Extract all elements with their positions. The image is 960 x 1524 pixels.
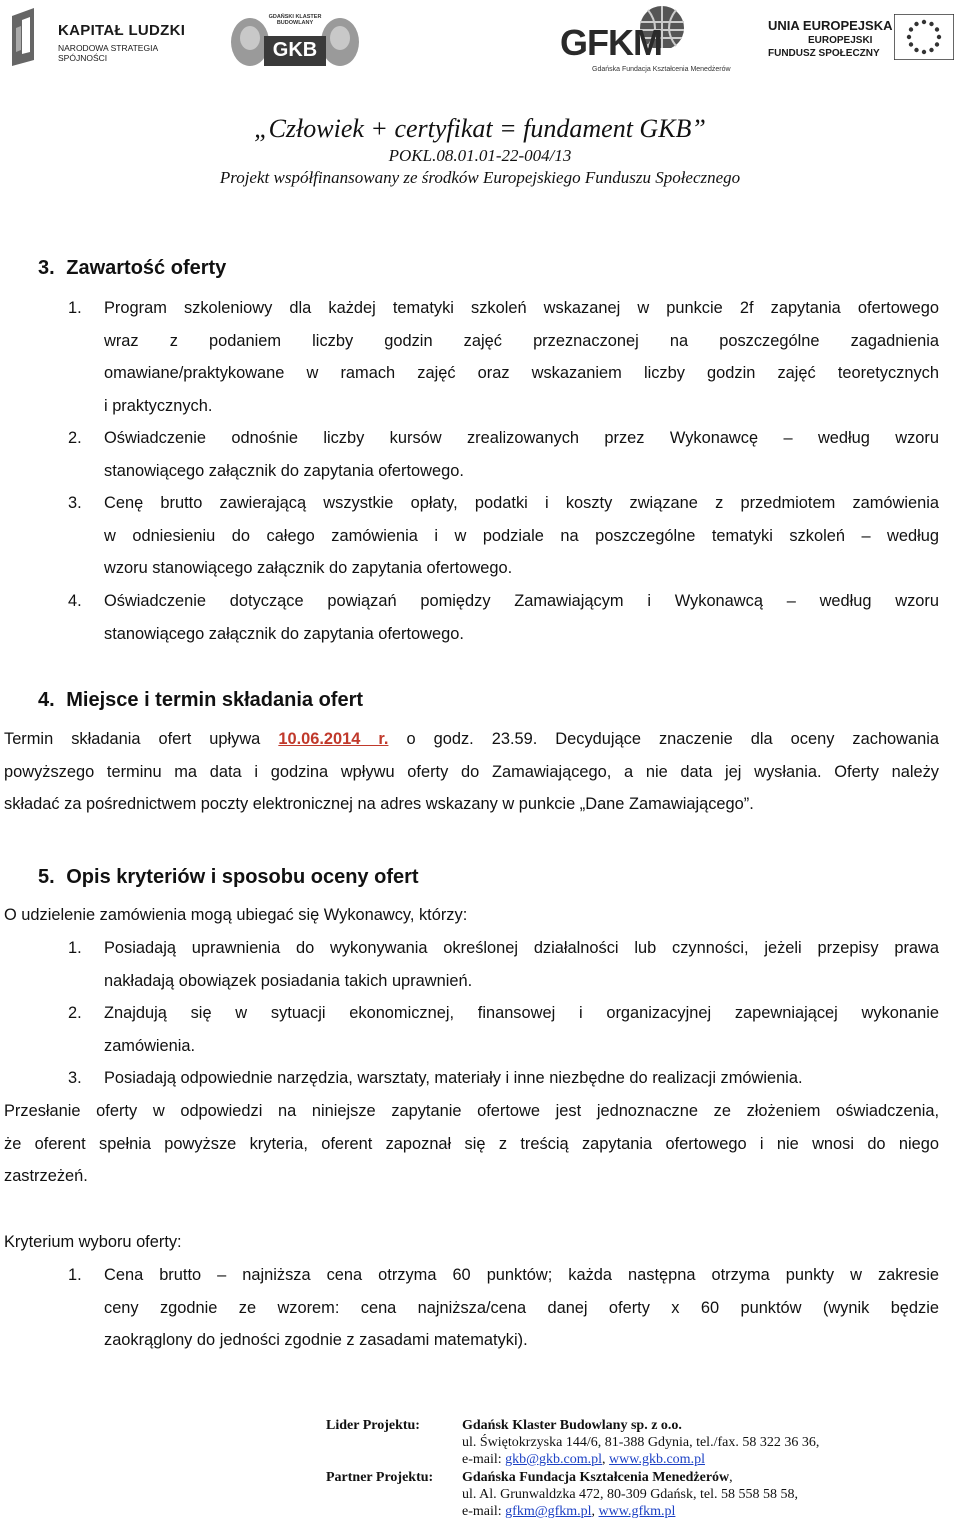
section-3-number: 3.	[38, 257, 55, 279]
kapital-ludzki-emblem-icon	[8, 8, 48, 66]
deadline-line	[4, 723, 939, 756]
project-title: „Człowiek + certyfikat = fundament GKB”	[254, 114, 706, 143]
list-line: Posiadają uprawnienia do wykonywania określonej działalności lub czynności, jeżeli przepisy prawa	[104, 939, 939, 957]
list-line: Oświadczenie dotyczące powiązań pomiędzy Zamawiającym i Wykonawcą – według wzoru	[104, 592, 939, 610]
list-line: Posiadają odpowiednie narzędzia, warsztaty, materiały i inne niezbędne do realizacji zmówienia.	[104, 1069, 803, 1087]
section-5-paragraph	[4, 1095, 939, 1193]
lider-contact	[462, 1451, 705, 1469]
list-line: w odniesieniu do całego zamówienia i w podziale na poszczególne tematyki szkoleń – według	[104, 526, 939, 545]
lider-email-link[interactable]: gkb@gkb.com.pl	[505, 1452, 603, 1467]
section-3-title: Zawartość oferty	[66, 257, 227, 279]
section-3-heading	[38, 257, 226, 280]
gfkm-subtitle: Gdańska Fundacja Kształcenia Menedżerów	[592, 66, 731, 73]
eu-flag-icon	[894, 14, 954, 60]
kapital-ludzki-title: KAPITAŁ LUDZKI	[58, 22, 186, 39]
list-line: wzoru stanowiącego załącznik do zapytania ofertowego.	[104, 559, 513, 578]
section-5-title: Opis kryteriów i sposobu oceny ofert	[66, 866, 419, 888]
email-label: e-mail:	[462, 1452, 502, 1467]
footer	[0, 1415, 960, 1520]
partner-address: ul. Al. Grunwaldzka 472, 80-309 Gdańsk, tel. 58 558 58 58,	[462, 1487, 798, 1502]
gkb-logo	[228, 8, 362, 68]
list-line: zamówienia.	[104, 1036, 196, 1055]
kapital-ludzki-subtitle: NARODOWA STRATEGIA SPÓJNOŚCI	[58, 43, 158, 63]
kryterium-title: Kryterium wyboru oferty:	[4, 1233, 182, 1251]
paragraph-line: że oferent spełnia powyższe kryteria, oferent zapoznał się z treścią zapytania ofertowego i nie wnosi do niego	[4, 1134, 939, 1153]
s3-item-4	[0, 585, 960, 650]
deadline-text: Termin składania ofert upływa	[4, 730, 261, 748]
lider-label: Lider Projektu:	[326, 1418, 420, 1433]
ue-logo	[768, 14, 956, 64]
list-number: 2.	[68, 429, 82, 447]
s5-item-1	[0, 932, 960, 997]
section-4-heading	[38, 689, 363, 712]
kryterium-item-1	[0, 1259, 960, 1357]
email-label: e-mail:	[462, 1504, 502, 1519]
gkb-banner: GDAŃSKI KLASTER BUDOWLANY	[268, 14, 322, 26]
partner-label: Partner Projektu:	[326, 1470, 434, 1485]
list-line: Oświadczenie odnośnie liczby kursów zrealizowanych przez Wykonawcę – według wzoru	[104, 429, 939, 447]
deadline-date: 10.06.2014 r.	[278, 730, 389, 748]
separator: ,	[602, 1452, 606, 1467]
project-code: POKL.08.01.01-22-004/13	[388, 146, 572, 165]
paragraph-line: powyższego terminu ma data i godzina wpływu oferty do Zamawiającego, a nie data jej wysłania. Oferty należy	[4, 762, 939, 781]
partner-name: Gdańska Fundacja Kształcenia Menedżerów	[462, 1470, 730, 1485]
list-number: 1.	[68, 1266, 82, 1284]
gfkm-wordmark: GFKM	[560, 22, 662, 63]
gfkm-logo	[560, 2, 731, 76]
s5-item-3	[0, 1062, 960, 1095]
kapital-ludzki-logo	[8, 8, 188, 70]
s5-item-2	[0, 997, 960, 1062]
separator: ,	[729, 1470, 733, 1485]
ue-line1: UNIA EUROPEJSKA	[768, 18, 893, 33]
list-line: i praktycznych.	[104, 396, 213, 415]
list-line: Cena brutto – najniższa cena otrzyma 60 punktów; każda następna otrzyma punkty w zakresie	[104, 1266, 939, 1284]
list-line: Program szkoleniowy dla każdej tematyki szkoleń wskazanej w punkcie 2f zapytania ofertowego	[104, 299, 939, 317]
project-cofinancing-note: Projekt współfinansowany ze środków Europejskiego Funduszu Społecznego	[219, 168, 741, 187]
paragraph-line: Przesłanie oferty w odpowiedzi na niniejsze zapytanie ofertowe jest jednoznaczne ze złożeniem oświadczenia,	[4, 1102, 939, 1120]
section-4-number: 4.	[38, 689, 55, 711]
list-line: wraz z podaniem liczby godzin zajęć przeznaczonej na poszczególne zagadnienia	[104, 331, 939, 350]
s3-item-2	[0, 422, 960, 487]
separator: ,	[591, 1504, 596, 1519]
list-number: 1.	[68, 299, 82, 317]
list-line: ceny zgodnie ze wzorem: cena najniższa/cena danej oferty x 60 punktów (wynik będzie	[104, 1298, 939, 1317]
list-number: 3.	[68, 494, 82, 512]
list-line: Cenę brutto zawierającą wszystkie opłaty, podatki i koszty związane z przedmiotem zamówienia	[104, 494, 939, 512]
paragraph-line: zastrzeżeń.	[4, 1167, 88, 1186]
partner-website-link[interactable]: www.gfkm.pl	[598, 1504, 676, 1519]
list-number: 2.	[68, 1004, 82, 1022]
partner-contact	[462, 1503, 675, 1521]
list-number: 4.	[68, 592, 82, 610]
list-line: stanowiącego załącznik do zapytania ofertowego.	[104, 461, 464, 480]
section-4-title: Miejsce i termin składania ofert	[66, 689, 364, 711]
ue-line2: EUROPEJSKI	[808, 35, 873, 46]
section-5-number: 5.	[38, 866, 55, 888]
ue-line3: FUNDUSZ SPOŁECZNY	[768, 48, 880, 59]
partner-email-link[interactable]: gfkm@gfkm.pl	[505, 1504, 592, 1519]
section-5-intro: O udzielenie zamówienia mogą ubiegać się Wykonawcy, którzy:	[4, 906, 468, 924]
list-line: omawiane/praktykowane w ramach zajęć oraz wskazaniem liczby godzin zajęć teoretycznych	[104, 364, 939, 383]
s3-item-3	[0, 487, 960, 585]
list-line: Znajdują się w sytuacji ekonomicznej, finansowej i organizacyjnej zapewniającej wykonanie	[104, 1004, 939, 1022]
partner-name-line	[462, 1469, 733, 1487]
list-line: nakładają obowiązek posiadania takich uprawnień.	[104, 971, 473, 990]
section-5-heading	[38, 866, 419, 889]
lider-name: Gdańsk Klaster Budowlany sp. z o.o.	[462, 1418, 682, 1433]
paragraph-line: składać za pośrednictwem poczty elektronicznej na adres wskazany w punkcie „Dane Zamawiającego”.	[4, 795, 754, 814]
s3-item-1	[0, 292, 960, 422]
list-number: 1.	[68, 939, 82, 957]
lider-website-link[interactable]: www.gkb.com.pl	[609, 1452, 705, 1467]
section-4-body	[4, 723, 939, 821]
gkb-wordmark: GKB	[272, 39, 318, 61]
list-number: 3.	[68, 1069, 82, 1087]
deadline-time-text: o godz. 23.59. Decydujące znaczenie dla oceny zachowania	[406, 730, 939, 748]
lider-address: ul. Świętokrzyska 144/6, 81-388 Gdynia, tel./fax. 58 322 36 36,	[462, 1435, 820, 1450]
list-line: zaokrąglony do jedności zgodnie z zasadami matematyki).	[104, 1331, 528, 1350]
list-line: stanowiącego załącznik do zapytania ofertowego.	[104, 624, 464, 643]
